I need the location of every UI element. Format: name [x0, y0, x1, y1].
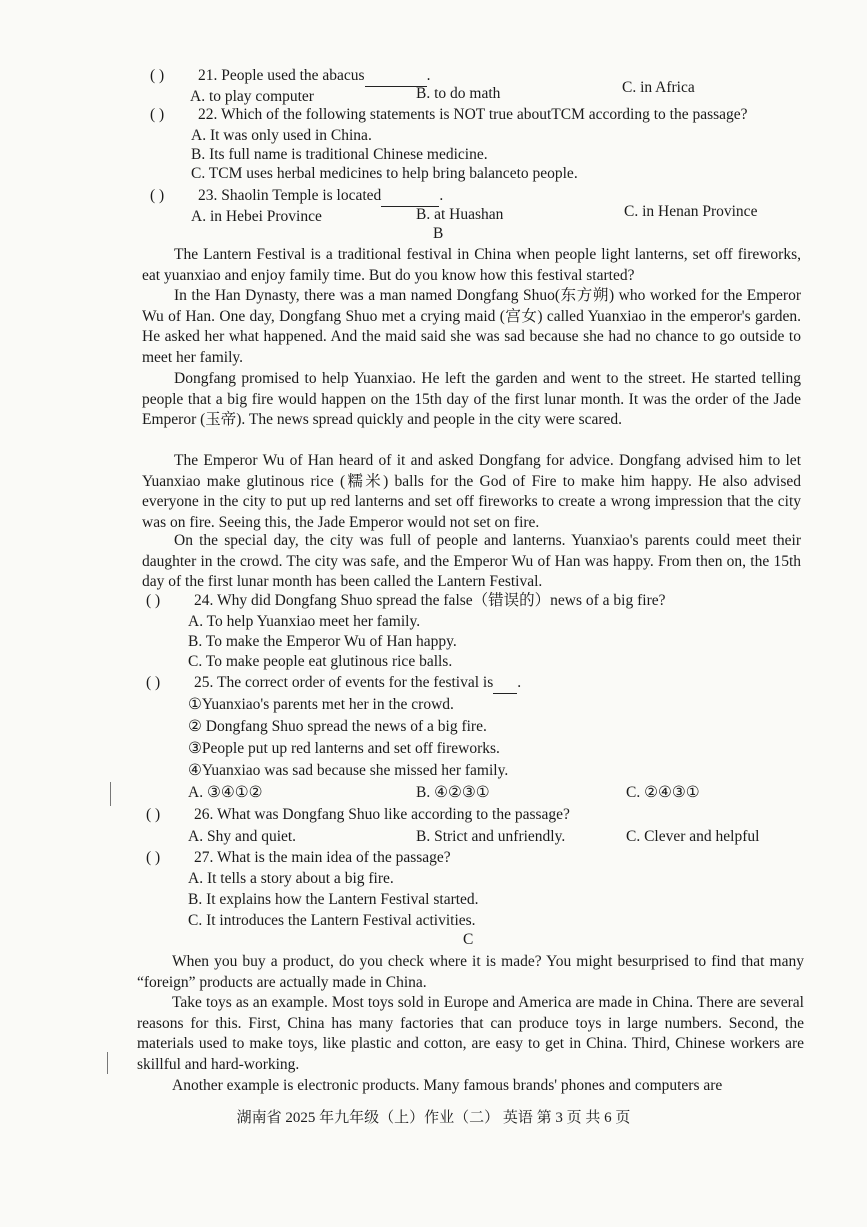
option-25a: A. ③④①②: [188, 784, 263, 801]
passage-b-paragraph-2: In the Han Dynasty, there was a man named Dongfang Shuo(东方朔) who worked for the Emperor Wu of Han. One day, Dongfang Shuo met a crying maid (宫女) called Yuanxiao in the emperor's garden. He asked her what happened. And the maid said she was sad because she had no chance to go outside to meet her family.: [142, 287, 801, 366]
question-stem: 27. What is the main idea of the passage?: [194, 849, 451, 866]
option-27a: A. It tells a story about a big fire.: [188, 870, 394, 887]
option-21a: A. to play computer: [190, 88, 314, 105]
answer-paren[interactable]: ( ): [150, 187, 165, 204]
answer-paren[interactable]: ( ): [150, 106, 165, 123]
option-23b: B. at Huashan: [416, 206, 504, 223]
question-stem: 21. People used the abacus: [198, 67, 365, 84]
question-24: [146, 591, 666, 611]
event-1: ①Yuanxiao's parents met her in the crowd.: [188, 696, 454, 713]
question-stem: 23. Shaolin Temple is located: [198, 187, 382, 204]
passage-c-paragraph-1: When you buy a product, do you check where it is made? You might besurprised to find that many “foreign” products are actually made in China.: [137, 953, 804, 991]
question-stem: 24. Why did Dongfang Shuo spread the false（错误的）news of a big fire?: [194, 592, 666, 609]
option-26b: B. Strict and unfriendly.: [416, 828, 566, 845]
page-footer: 湖南省 2025 年九年级（上）作业（二） 英语 第 3 页 共 6 页: [236, 1110, 631, 1126]
option-25c: C. ②④③①: [626, 784, 700, 801]
passage-b-paragraph-4: The Emperor Wu of Han heard of it and asked Dongfang for advice. Dongfang advised him to let Yuanxiao make glutinous rice (糯米) balls for the God of Fire to make him happy. He also advised everyone in the city to put up red lanterns and set off fireworks to create a wrong impression that the city was on fire. Seeing this, the Jade Emperor would not set on fire.: [142, 452, 801, 531]
passage-b-paragraph-1: The Lantern Festival is a traditional festival in China when people light lanterns, set off fireworks, eat yuanxiao and enjoy family time. But do you know how this festival started?: [142, 246, 801, 284]
option-21b: B. to do math: [416, 85, 501, 102]
option-23a: A. in Hebei Province: [191, 208, 322, 225]
option-24c: C. To make people eat glutinous rice balls.: [188, 653, 453, 670]
event-3: ③People put up red lanterns and set off fireworks.: [188, 740, 500, 757]
question-23: ( ) 23. Shaolin Temple is located .: [150, 186, 443, 207]
question-27: [146, 848, 451, 868]
passage-b-paragraph-5: On the special day, the city was full of people and lanterns. Yuanxiao's parents could meet their daughter in the crowd. The city was safe, and the Emperor Wu of Han was happy. From then on, the 15th day of the first lunar month has been called the Lantern Festival.: [142, 532, 801, 591]
option-25b: B. ④②③①: [416, 784, 490, 801]
question-26: [146, 805, 570, 825]
passage-b-paragraph-3: Dongfang promised to help Yuanxiao. He left the garden and went to the street. He started telling people that a big fire would happen on the 15th day of the first lunar month. It was the order of the Jade Emperor (玉帝). The news spread quickly and people in the city were scared.: [142, 370, 801, 429]
section-c-label: C: [463, 931, 474, 948]
question-25: ( ) 25. The correct order of events for the festival is .: [146, 673, 521, 694]
option-24b: B. To make the Emperor Wu of Han happy.: [188, 633, 457, 650]
question-stem: 22. Which of the following statements is NOT true aboutTCM according to the passage?: [198, 106, 748, 123]
question-stem: 25. The correct order of events for the festival is: [194, 674, 494, 691]
option-23c: C. in Henan Province: [624, 203, 758, 220]
option-21c: C. in Africa: [622, 79, 695, 96]
option-27b: B. It explains how the Lantern Festival started.: [188, 891, 479, 908]
passage-c-paragraph-3: Another example is electronic products. Many famous brands' phones and computers are: [172, 1077, 723, 1094]
option-24a: A. To help Yuanxiao meet her family.: [188, 613, 421, 630]
question-stem: 26. What was Dongfang Shuo like according to the passage?: [194, 806, 570, 823]
answer-blank[interactable]: [493, 673, 517, 694]
answer-blank[interactable]: [381, 186, 439, 207]
answer-paren[interactable]: ( ): [146, 849, 161, 866]
scan-mark: [107, 1052, 108, 1074]
question-21: ( ) 21. People used the abacus .: [150, 66, 430, 87]
option-22a: A. It was only used in China.: [191, 127, 372, 144]
option-26c: C. Clever and helpful: [626, 828, 760, 845]
question-22: [150, 105, 748, 125]
answer-paren[interactable]: ( ): [150, 67, 165, 84]
answer-paren[interactable]: ( ): [146, 806, 161, 823]
option-22c: C. TCM uses herbal medicines to help bring balanceto people.: [191, 165, 578, 182]
scan-mark: [110, 782, 111, 806]
answer-paren[interactable]: ( ): [146, 592, 161, 609]
answer-paren[interactable]: ( ): [146, 674, 161, 691]
option-22b: B. Its full name is traditional Chinese medicine.: [191, 146, 488, 163]
event-2: ② Dongfang Shuo spread the news of a big fire.: [188, 718, 487, 735]
event-4: ④Yuanxiao was sad because she missed her family.: [188, 762, 509, 779]
option-26a: A. Shy and quiet.: [188, 828, 297, 845]
section-b-label: B: [433, 225, 444, 242]
passage-c-paragraph-2: Take toys as an example. Most toys sold in Europe and America are made in China. There are several reasons for this. First, China has many factories that can produce toys in large numbers. Second, the materials used to make toys, like plastic and cotton, are easy to get in China. Third, Chinese workers are skillful and hard-working.: [137, 994, 804, 1073]
option-27c: C. It introduces the Lantern Festival activities.: [188, 912, 476, 929]
